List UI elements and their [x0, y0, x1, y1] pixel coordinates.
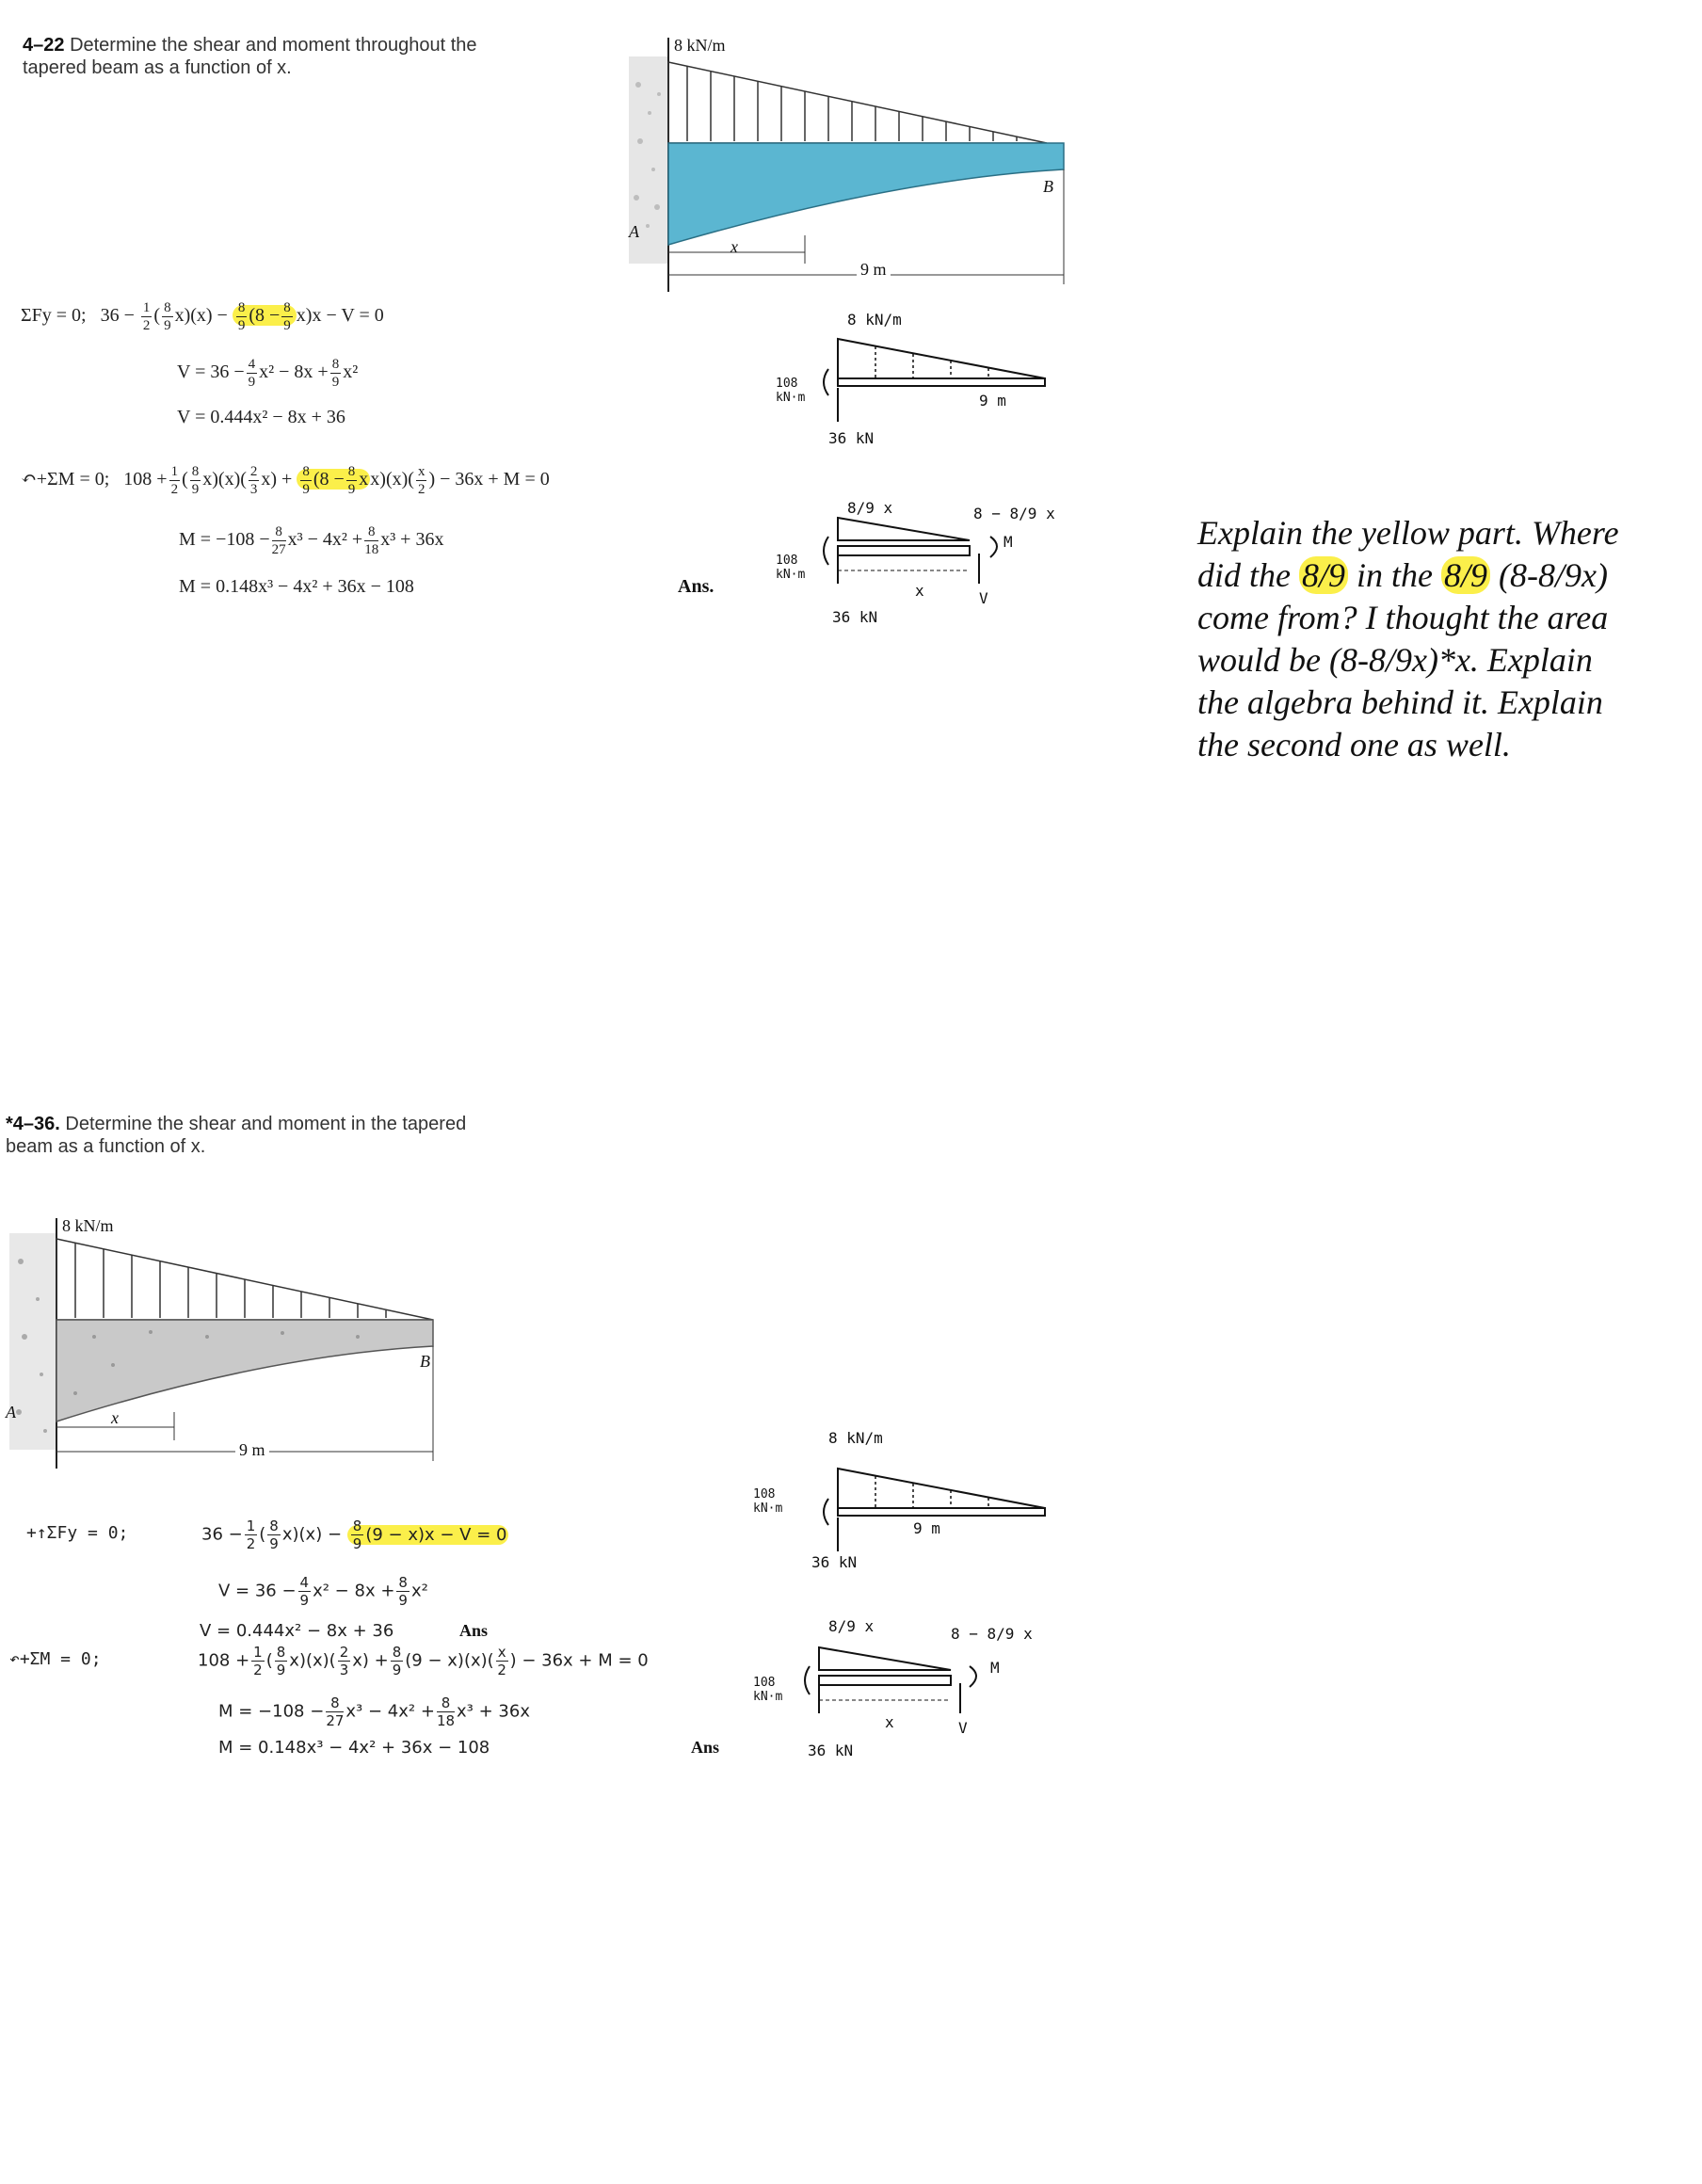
sketch2-cut-moment: 108 kN·m: [753, 1676, 783, 1704]
p1-eq-m1: M = −108 − $\frac{8}{27}$ x³ − 4x² + $\frac{8}{18}$ x³ + 36x: [179, 524, 444, 557]
problem1-load-label: 8 kN/m: [674, 36, 726, 55]
problem2-statement: [6, 1113, 495, 1158]
sketch1-cut-x: x: [915, 582, 924, 600]
sketch1-reaction: 36 kN: [828, 429, 875, 447]
p2-eq-m1: M = −108 − $\frac{8}{27}$ x³ − 4x² + $\frac{8}{18}$ x³ + 36x: [218, 1694, 530, 1729]
p1-eq-fy: ΣFy = 0; 36 − $\frac{1}{2}$ ( $\frac{8}{9}$ x)(x) − $\frac{8}{9}$ (8 − $\frac{8}{9}$ x)x − V = 0: [21, 300, 384, 333]
p2-sum-fy-label: +↑ΣFy = 0;: [26, 1523, 129, 1543]
p1-eq-v1: V = 36 − $\frac{4}{9}$ x² − 8x + $\frac{8}{9}$ x²: [177, 357, 359, 390]
question-line-2: did the 8/9 in the 8/9 (8-8/9x): [1197, 556, 1608, 594]
sketch2-cut: [781, 1629, 1026, 1751]
sketch2-span: 9 m: [913, 1519, 940, 1537]
p2-ans: Ans: [691, 1738, 720, 1757]
question-line-5: the algebra behind it. Explain: [1197, 683, 1603, 721]
problem2-x-label: x: [111, 1408, 119, 1427]
sketch1-cut-v: V: [979, 589, 988, 607]
p1-eq-v2: V = 0.444x² − 8x + 36: [177, 407, 345, 427]
problem2-load-label: 8 kN/m: [62, 1216, 114, 1235]
problem1-text: Determine the shear and moment throughout the tapered beam as a function of x.: [23, 35, 477, 78]
p1-eq-m2: M = 0.148x³ − 4x² + 36x − 108: [179, 576, 414, 597]
p1-fy-highlight: $\frac{8}{9}$ (8 − $\frac{8}{9}$: [233, 305, 297, 326]
p1-ans: Ans.: [678, 576, 715, 597]
p1-sum-fy-label: ΣFy = 0;: [21, 305, 87, 327]
sketch1-moment: 108 kN·m: [776, 377, 806, 405]
question-line-1: Explain the yellow part. Where: [1197, 514, 1619, 552]
question-text: [1197, 512, 1687, 766]
problem2-support-a: A: [6, 1403, 16, 1421]
question-line-4: would be (8-8/9x)*x. Explain: [1197, 641, 1593, 679]
p2-ans-v: Ans: [459, 1621, 489, 1640]
sketch2-reaction: 36 kN: [811, 1553, 858, 1571]
sketch1-cut-moment: 108 kN·m: [776, 554, 806, 582]
sketch1-load: 8 kN/m: [847, 311, 902, 329]
sketch1-span: 9 m: [979, 392, 1006, 410]
sketch2-cut-end: 8 − 8/9 x: [951, 1625, 1033, 1643]
p1-sum-m-label: ↶+ΣM = 0;: [21, 469, 110, 490]
question-line-3: come from? I thought the area: [1197, 599, 1609, 636]
p2-eq-fy: 36 − $\frac{1}{2}$ ( $\frac{8}{9}$ x)(x) − $\frac{8}{9}$ (9 − x)x − V = 0: [201, 1518, 507, 1552]
p2-eq-m2: M = 0.148x³ − 4x² + 36x − 108: [218, 1738, 490, 1758]
sketch2-moment: 108 kN·m: [753, 1487, 783, 1516]
problem2-number: *4–36.: [6, 1114, 60, 1134]
sketch2-cut-load: 8/9 x: [828, 1617, 875, 1635]
p1-eq-m: ↶+ΣM = 0; 108 + $\frac{1}{2}$ ( $\frac{8}{9}$ x)(x)( $\frac{2}{3}$ x) + $\frac{8}{9}$ (8 − $\frac{8}{9}$ x x)(x)( $\frac{x}{2}$ ) − 36x + M = 0: [21, 464, 550, 497]
problem2-figure: [0, 1205, 471, 1469]
problem2-span-label: 9 m: [235, 1440, 269, 1460]
problem2-text: Determine the shear and moment in the tapered beam as a function of x.: [6, 1114, 467, 1157]
sketch2-cut-v: V: [958, 1719, 968, 1737]
problem1-statement: [23, 34, 512, 79]
sketch1-cut-m: M: [1004, 533, 1013, 551]
load-diagram: [668, 62, 1047, 143]
sketch1-cut-load: 8/9 x: [847, 499, 893, 517]
question-line-6: the second one as well.: [1197, 726, 1511, 763]
p2-eq-v2: V = 0.444x² − 8x + 36: [200, 1621, 394, 1641]
problem1-support-a: A: [629, 222, 639, 241]
sketch1-cut-reaction: 36 kN: [832, 608, 878, 626]
p1-fy-mid: x)(x) −: [174, 305, 228, 327]
problem1-x-label: x: [731, 237, 738, 256]
problem1-span-label: 9 m: [857, 260, 891, 280]
problem2-end-b: B: [420, 1352, 430, 1371]
p2-eq-v1: V = 36 − $\frac{4}{9}$ x² − 8x + $\frac{8}{9}$ x²: [218, 1574, 428, 1609]
p2-sum-m-label: ↶+ΣM = 0;: [9, 1649, 102, 1669]
question-hl-1: 8/9: [1299, 556, 1348, 594]
question-hl-2: 8/9: [1441, 556, 1490, 594]
sketch2-cut-x: x: [885, 1713, 894, 1731]
p2-eq-m: 108 + $\frac{1}{2}$ ( $\frac{8}{9}$ x)(x)( $\frac{2}{3}$ x) + $\frac{8}{9}$ (9 − x)(x)( $\frac{x}{2}$ ) − 36x + M = 0: [198, 1644, 649, 1678]
p1-fy-end: x)x − V = 0: [296, 305, 384, 327]
p1-m-highlight: $\frac{8}{9}$ (8 − $\frac{8}{9}$ x: [297, 469, 370, 490]
sketch2-load: 8 kN/m: [828, 1429, 883, 1447]
problem1-figure: [612, 28, 1101, 292]
problem1-end-b: B: [1043, 177, 1053, 196]
sketch1-cut-end: 8 − 8/9 x: [973, 505, 1055, 522]
tapered-beam: [668, 143, 1064, 245]
sketch2-cut-m: M: [990, 1659, 1000, 1677]
p2-fy-highlight: $\frac{8}{9}$ (9 − x)x − V = 0: [347, 1525, 509, 1545]
sketch2-cut-reaction: 36 kN: [808, 1742, 854, 1759]
p1-fy-start: 36 −: [100, 305, 135, 327]
problem1-number: 4–22: [23, 35, 65, 56]
